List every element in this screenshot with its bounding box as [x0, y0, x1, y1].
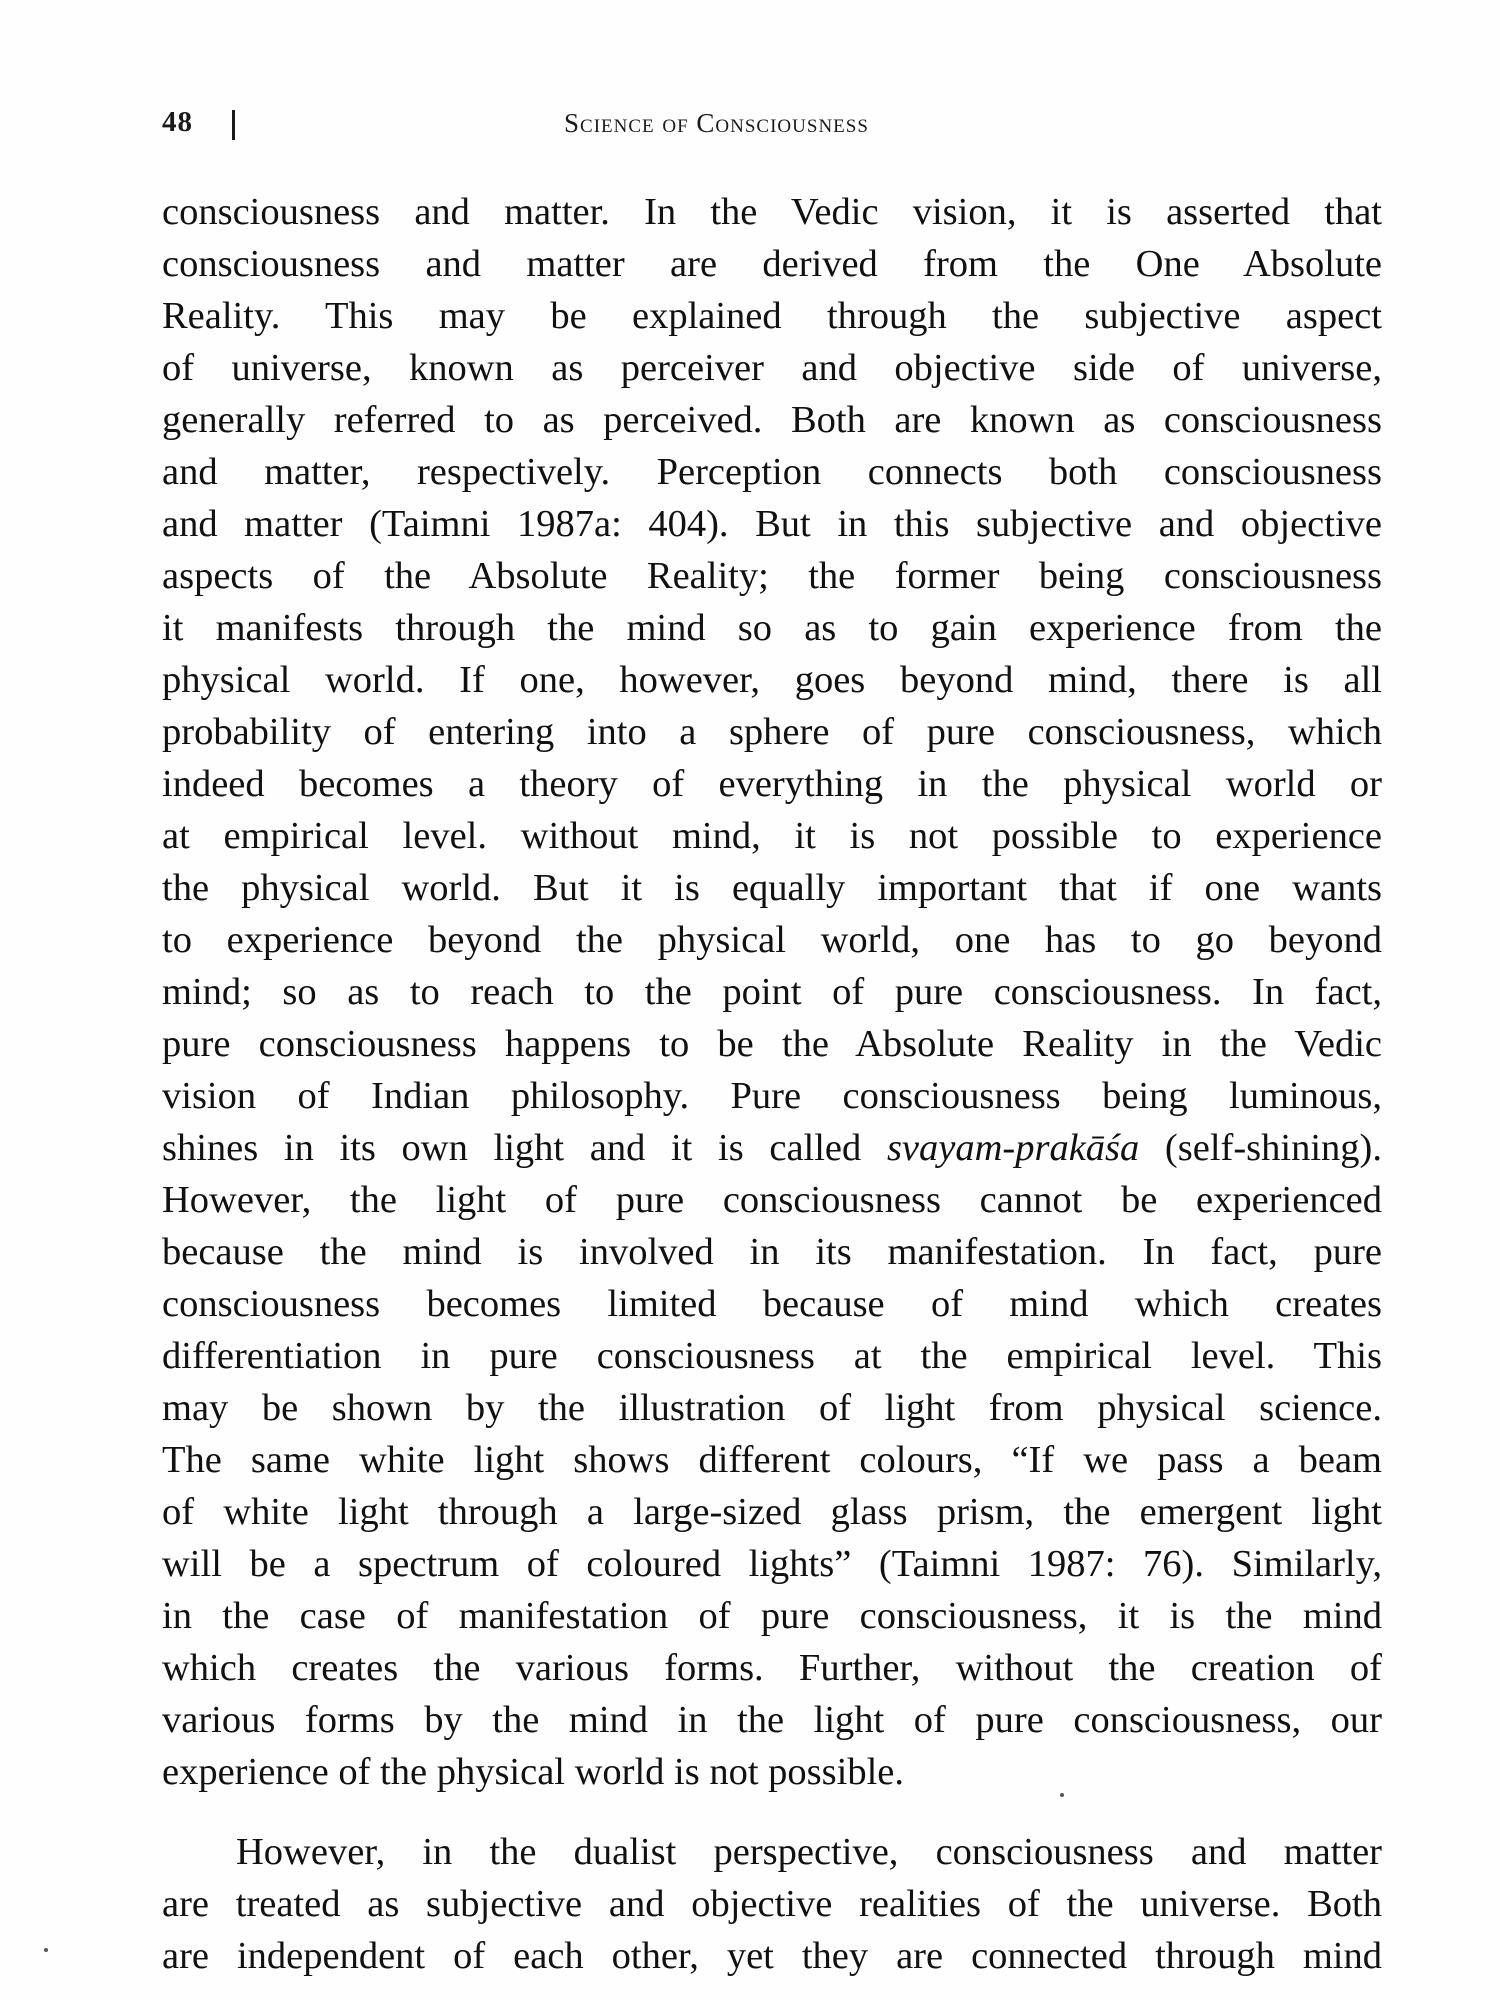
- text-line: physical world. If one, however, goes beyond mind, there is all: [162, 659, 1382, 701]
- text-line: mind; so as to reach to the point of pure consciousness. In fact,: [162, 971, 1382, 1013]
- scan-speck: [1060, 1793, 1064, 1797]
- folio-divider: [232, 110, 235, 140]
- text-line: the physical world. But it is equally important that if one wants: [162, 867, 1382, 909]
- text-line: consciousness and matter. In the Vedic vision, it is asserted that: [162, 191, 1382, 233]
- text-line: probability of entering into a sphere of pure consciousness, which: [162, 711, 1382, 753]
- text-line: experience of the physical world is not possible.: [162, 1751, 905, 1793]
- text-line: which creates the various forms. Further, without the creation of: [162, 1647, 1382, 1689]
- text-line: in the case of manifestation of pure consciousness, it is the mind: [162, 1595, 1382, 1637]
- text-line: will be a spectrum of coloured lights” (Taimni 1987: 76). Similarly,: [162, 1543, 1382, 1585]
- line-tail: (self-shining).: [1139, 1127, 1382, 1169]
- line-lead: shines in its own light and it is called: [162, 1127, 887, 1169]
- text-line: of universe, known as perceiver and objective side of universe,: [162, 347, 1382, 389]
- text-line-with-term: [162, 1122, 1382, 1174]
- running-title: Science of Consciousness: [564, 108, 869, 138]
- text-line: The same white light shows different colours, “If we pass a beam: [162, 1439, 1382, 1481]
- paragraph-2: [162, 1826, 1382, 1982]
- text-line: differentiation in pure consciousness at the empirical level. This: [162, 1335, 1382, 1377]
- text-line: because the mind is involved in its manifestation. In fact, pure: [162, 1231, 1382, 1273]
- text-line: However, in the dualist perspective, consciousness and matter: [236, 1831, 1382, 1873]
- text-line: various forms by the mind in the light of pure consciousness, our: [162, 1699, 1382, 1741]
- text-line: consciousness becomes limited because of mind which creates: [162, 1283, 1382, 1325]
- sanskrit-term: svayam-prakāśa: [886, 1127, 1140, 1169]
- text-line: and matter, respectively. Perception connects both consciousness: [162, 451, 1382, 493]
- paragraph-gap: [162, 1798, 1382, 1826]
- text-line: Reality. This may be explained through the subjective aspect: [162, 295, 1382, 337]
- paragraph-1: [162, 186, 1382, 1798]
- text-line: aspects of the Absolute Reality; the former being consciousness: [162, 555, 1382, 597]
- text-line: may be shown by the illustration of light from physical science.: [162, 1387, 1382, 1429]
- text-line: vision of Indian philosophy. Pure consciousness being luminous,: [162, 1075, 1382, 1117]
- text-line: are independent of each other, yet they are connected through mind: [162, 1935, 1382, 1977]
- text-line: are treated as subjective and objective realities of the universe. Both: [162, 1883, 1382, 1925]
- text-line: at empirical level. without mind, it is not possible to experience: [162, 815, 1382, 857]
- running-head: [162, 106, 1382, 146]
- text-line: indeed becomes a theory of everything in the physical world or: [162, 763, 1382, 805]
- body-text: [162, 186, 1382, 1982]
- text-line: it manifests through the mind so as to gain experience from the: [162, 607, 1382, 649]
- text-line: to experience beyond the physical world, one has to go beyond: [162, 919, 1382, 961]
- scan-speck: [44, 1948, 48, 1952]
- text-line: pure consciousness happens to be the Absolute Reality in the Vedic: [162, 1023, 1382, 1065]
- text-line: generally referred to as perceived. Both are known as consciousness: [162, 399, 1382, 441]
- text-line: consciousness and matter are derived from the One Absolute: [162, 243, 1382, 285]
- text-line: and matter (Taimni 1987a: 404). But in this subjective and objective: [162, 503, 1382, 545]
- text-line: However, the light of pure consciousness cannot be experienced: [162, 1179, 1382, 1221]
- text-line: of white light through a large-sized glass prism, the emergent light: [162, 1491, 1382, 1533]
- page-number: 48: [162, 106, 193, 138]
